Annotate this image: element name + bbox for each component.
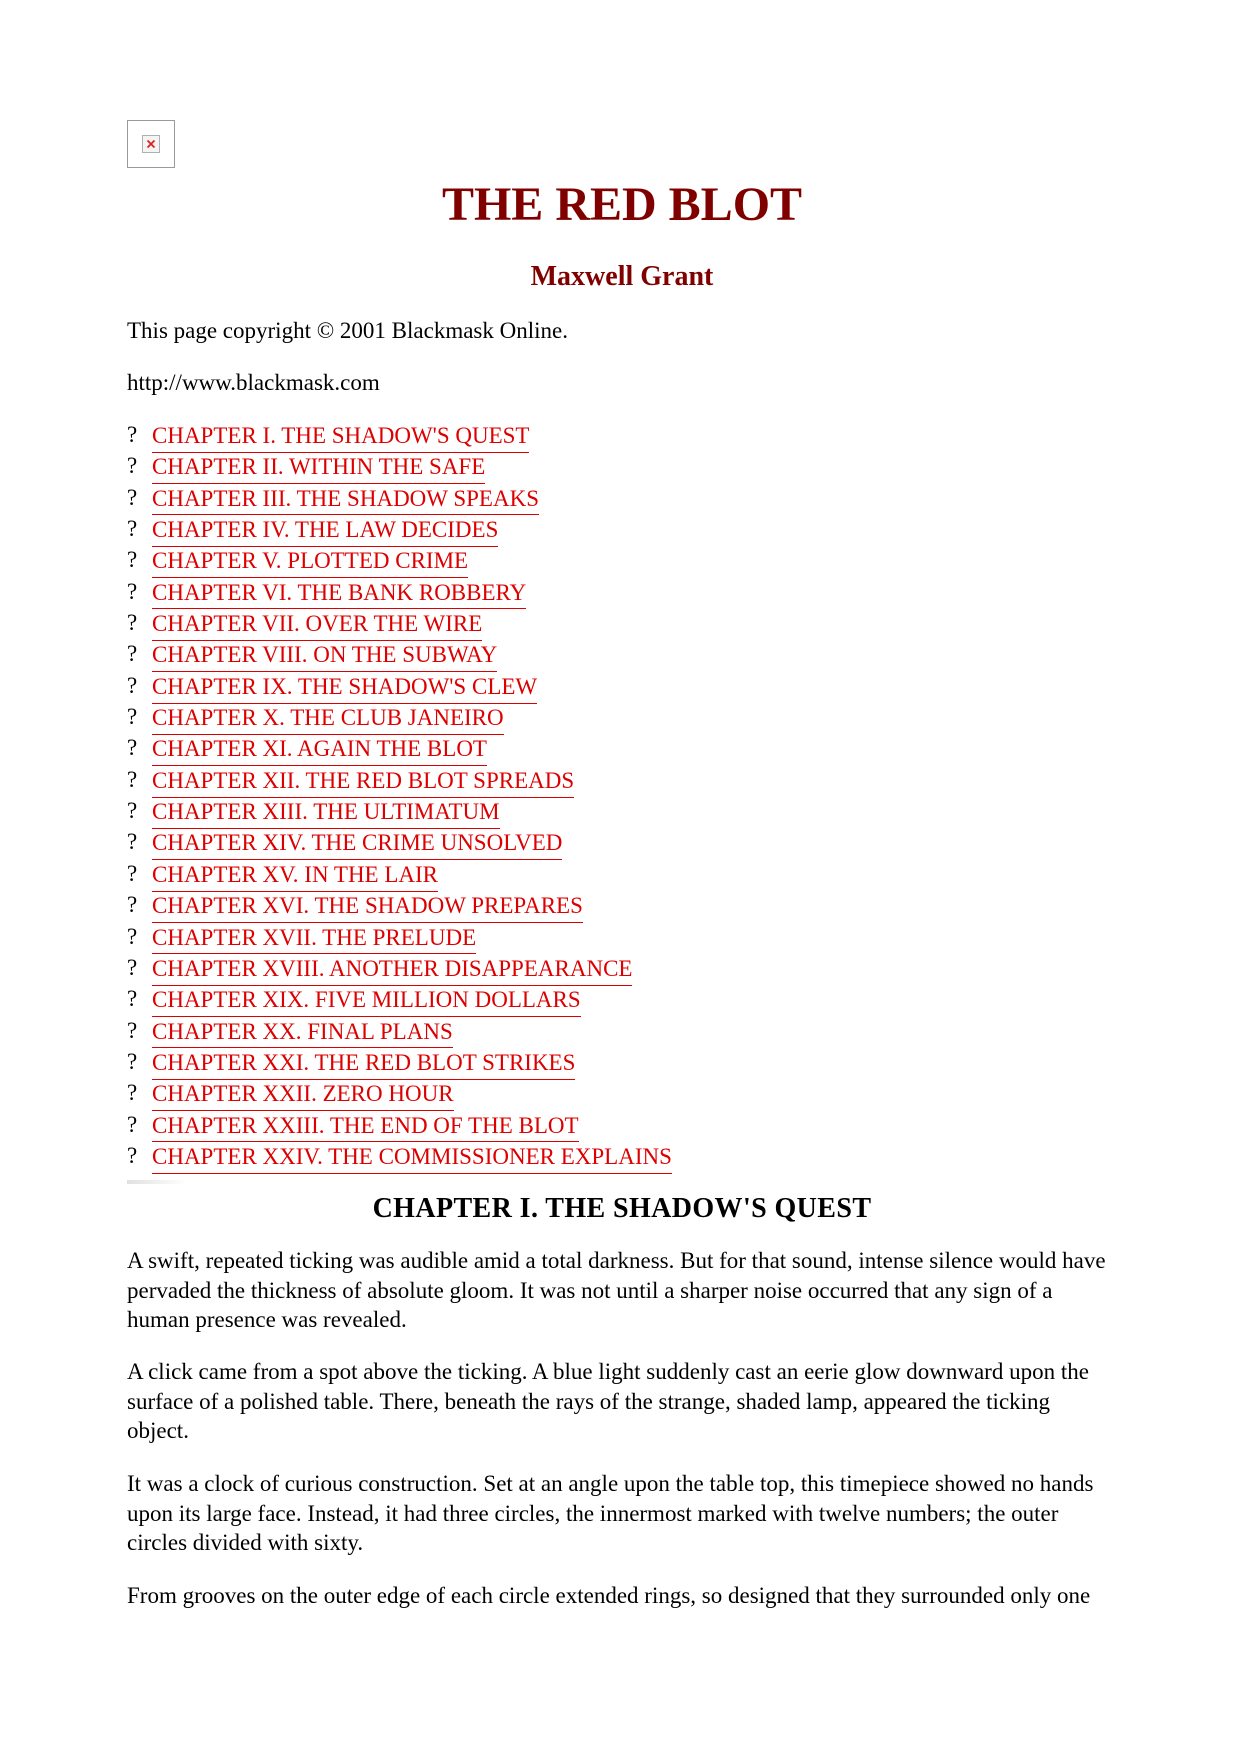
toc-link[interactable]: CHAPTER XVI. THE SHADOW PREPARES — [152, 892, 583, 923]
toc-link[interactable]: CHAPTER III. THE SHADOW SPEAKS — [152, 485, 539, 516]
toc-link[interactable]: CHAPTER XIX. FIVE MILLION DOLLARS — [152, 986, 581, 1017]
book-author: Maxwell Grant — [530, 261, 714, 292]
toc-item — [127, 1080, 672, 1111]
toc-item — [127, 892, 672, 923]
toc-item — [127, 955, 672, 986]
toc-item — [127, 735, 672, 766]
toc-item — [127, 798, 672, 829]
toc-item — [127, 829, 672, 860]
broken-image-frame — [142, 135, 160, 153]
site-url: http://www.blackmask.com — [127, 370, 380, 395]
toc-item — [127, 704, 672, 735]
toc-link[interactable]: CHAPTER XVIII. ANOTHER DISAPPEARANCE — [152, 955, 632, 986]
toc-item — [127, 924, 672, 955]
toc-item — [127, 422, 672, 453]
table-of-contents — [127, 422, 672, 1174]
toc-link[interactable]: CHAPTER IX. THE SHADOW'S CLEW — [152, 673, 537, 704]
toc-link[interactable]: CHAPTER VIII. ON THE SUBWAY — [152, 641, 497, 672]
close-x-icon — [146, 139, 156, 149]
chapter-paragraph: From grooves on the outer edge of each circle extended rings, so designed that they surrounded only one — [127, 1583, 1091, 1608]
toc-link[interactable]: CHAPTER XV. IN THE LAIR — [152, 861, 438, 892]
toc-bullet: ? — [127, 892, 138, 918]
toc-item — [127, 485, 672, 516]
toc-item — [127, 641, 672, 672]
toc-link[interactable]: CHAPTER X. THE CLUB JANEIRO — [152, 704, 504, 735]
chapter-paragraph: A swift, repeated ticking was audible amid a total darkness. But for that sound, intense silence would have pervaded the thickness of absolute gloom. It was not until a sharper noise occurred that any sign of a human presence was revealed. — [127, 1248, 1106, 1332]
toc-bullet: ? — [127, 735, 138, 761]
toc-item — [127, 767, 672, 798]
toc-link[interactable]: CHAPTER XII. THE RED BLOT SPREADS — [152, 767, 574, 798]
chapter-paragraph: A click came from a spot above the ticking. A blue light suddenly cast an eerie glow downward upon the surface of a polished table. There, beneath the rays of the strange, shaded lamp, appeared the ticking object. — [127, 1359, 1089, 1443]
toc-link[interactable]: CHAPTER XXIV. THE COMMISSIONER EXPLAINS — [152, 1143, 672, 1174]
toc-bullet: ? — [127, 704, 138, 730]
toc-bullet: ? — [127, 1111, 138, 1137]
book-title: THE RED BLOT — [441, 178, 803, 231]
toc-link[interactable]: CHAPTER XXII. ZERO HOUR — [152, 1080, 454, 1111]
copyright-notice: This page copyright © 2001 Blackmask Online. — [127, 318, 568, 343]
toc-link[interactable]: CHAPTER XXIII. THE END OF THE BLOT — [152, 1112, 579, 1143]
toc-bullet: ? — [127, 610, 138, 636]
toc-item — [127, 453, 672, 484]
toc-item — [127, 547, 672, 578]
toc-bullet: ? — [127, 578, 138, 604]
toc-link[interactable]: CHAPTER XI. AGAIN THE BLOT — [152, 735, 487, 766]
toc-item — [127, 516, 672, 547]
toc-bullet: ? — [127, 672, 138, 698]
toc-link[interactable]: CHAPTER XXI. THE RED BLOT STRIKES — [152, 1049, 575, 1080]
toc-item — [127, 986, 672, 1017]
toc-link[interactable]: CHAPTER XVII. THE PRELUDE — [152, 924, 476, 955]
toc-bullet: ? — [127, 1017, 138, 1043]
toc-link[interactable]: CHAPTER V. PLOTTED CRIME — [152, 547, 468, 578]
toc-bullet: ? — [127, 1142, 138, 1168]
toc-bullet: ? — [127, 641, 138, 667]
toc-item — [127, 861, 672, 892]
chapter-paragraph: It was a clock of curious construction. Set at an angle upon the table top, this timepiece showed no hands upon its large face. Instead, it had three circles, the innermost marked with twelve numbers; the outer circles divided with sixty. — [127, 1471, 1094, 1555]
toc-bullet: ? — [127, 954, 138, 980]
toc-bullet: ? — [127, 923, 138, 949]
chapter-heading: CHAPTER I. THE SHADOW'S QUEST — [372, 1193, 872, 1224]
toc-link[interactable]: CHAPTER XIII. THE ULTIMATUM — [152, 798, 500, 829]
toc-item — [127, 1049, 672, 1080]
toc-bullet: ? — [127, 766, 138, 792]
toc-bullet: ? — [127, 453, 138, 479]
toc-link[interactable]: CHAPTER XIV. THE CRIME UNSOLVED — [152, 829, 562, 860]
toc-link[interactable]: CHAPTER I. THE SHADOW'S QUEST — [152, 422, 529, 453]
broken-image-icon — [127, 120, 175, 168]
toc-bullet: ? — [127, 516, 138, 542]
toc-link[interactable]: CHAPTER II. WITHIN THE SAFE — [152, 453, 485, 484]
toc-link[interactable]: CHAPTER VII. OVER THE WIRE — [152, 610, 482, 641]
toc-bullet: ? — [127, 986, 138, 1012]
toc-item — [127, 673, 672, 704]
toc-item — [127, 1143, 672, 1174]
toc-bullet: ? — [127, 798, 138, 824]
toc-bullet: ? — [127, 547, 138, 573]
toc-bullet: ? — [127, 829, 138, 855]
toc-item — [127, 579, 672, 610]
toc-bullet: ? — [127, 860, 138, 886]
toc-link[interactable]: CHAPTER XX. FINAL PLANS — [152, 1018, 453, 1049]
toc-bullet: ? — [127, 484, 138, 510]
toc-bullet: ? — [127, 422, 138, 447]
toc-link[interactable]: CHAPTER VI. THE BANK ROBBERY — [152, 579, 526, 610]
toc-item — [127, 610, 672, 641]
toc-bullet: ? — [127, 1048, 138, 1074]
toc-item — [127, 1112, 672, 1143]
toc-bullet: ? — [127, 1080, 138, 1106]
toc-separator — [127, 1180, 187, 1184]
toc-item — [127, 1018, 672, 1049]
toc-link[interactable]: CHAPTER IV. THE LAW DECIDES — [152, 516, 498, 547]
